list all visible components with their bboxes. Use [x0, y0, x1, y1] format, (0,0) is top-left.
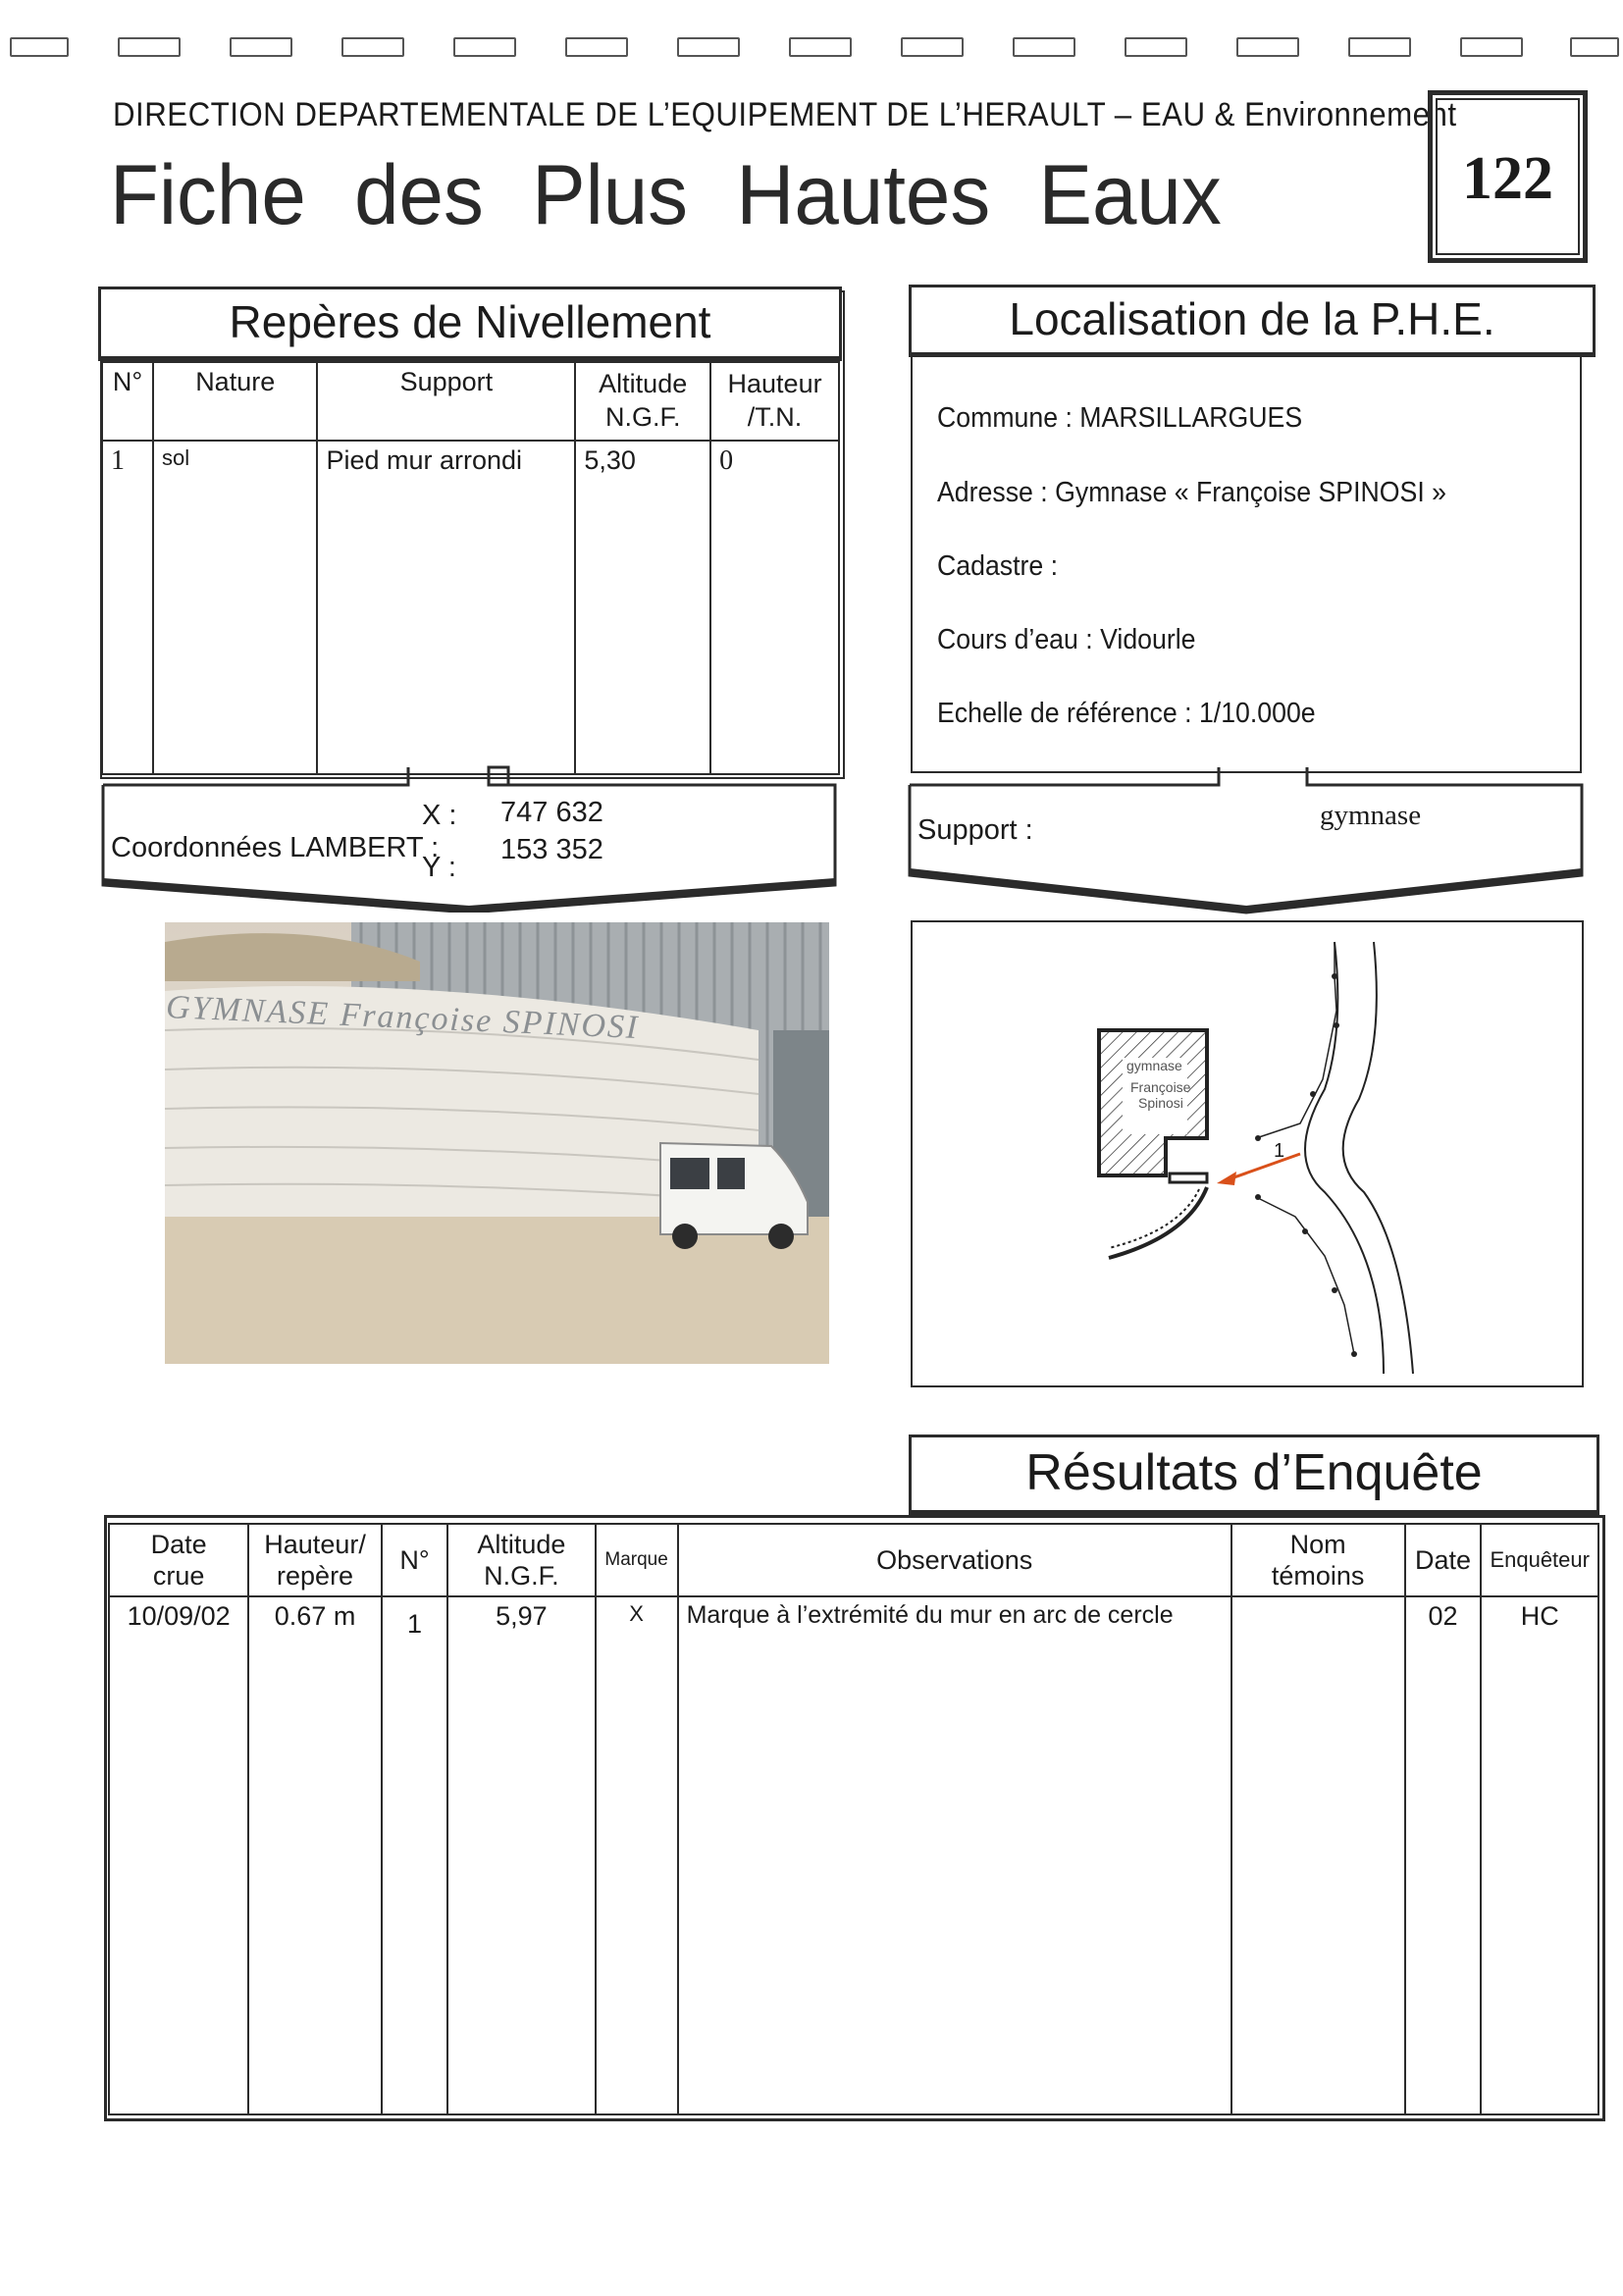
col-support: Support: [317, 362, 575, 441]
cell-altitude: 5,30: [575, 441, 710, 774]
col-enqueteur: Enquêteur: [1481, 1524, 1598, 1596]
coordonnees-label: Coordonnées LAMBERT :: [111, 832, 440, 863]
y-value: 153 352: [500, 834, 603, 865]
col-hauteur-repere-line2: repère: [277, 1561, 354, 1591]
binder-hole: [1125, 37, 1187, 57]
col-altitude-line1: Altitude: [599, 369, 688, 398]
binder-hole: [901, 37, 964, 57]
resultats-title: Résultats d’Enquête: [909, 1435, 1599, 1515]
resultats-table: [108, 1523, 1599, 2115]
cell-hauteur: 0: [710, 441, 839, 774]
department-heading: DIRECTION DEPARTEMENTALE DE L’EQUIPEMENT DE L’HERAULT – EAU & Environnement: [113, 96, 1457, 133]
col-altitude: [447, 1524, 596, 1596]
table-row: [109, 1596, 1598, 2114]
gymnase-photo: [165, 922, 829, 1364]
col-hauteur: [710, 362, 839, 441]
binder-hole: [1570, 37, 1619, 57]
reperes-title: Repères de Nivellement: [98, 287, 842, 361]
col-hauteur-line2: /T.N.: [747, 402, 803, 432]
col-altitude-line1: Altitude: [477, 1530, 566, 1559]
cadastre-line: Cadastre :: [937, 550, 1059, 582]
binder-hole: [10, 37, 69, 57]
binder-hole: [1236, 37, 1299, 57]
table-row: [102, 441, 839, 774]
location-map-drawing: [913, 922, 1582, 1385]
binder-hole: [453, 37, 516, 57]
binder-hole: [789, 37, 852, 57]
map-building-label-3: Spinosi: [1138, 1095, 1183, 1111]
x-value: 747 632: [500, 797, 603, 828]
echelle-line: Echelle de référence : 1/10.000e: [937, 698, 1316, 729]
cell-enqueteur: HC: [1481, 1596, 1598, 2114]
location-map: [911, 920, 1584, 1387]
binder-hole: [1460, 37, 1523, 57]
col-n: N°: [382, 1524, 447, 1596]
map-marker-label: 1: [1274, 1140, 1285, 1162]
map-building-label-1: gymnase: [1126, 1058, 1182, 1073]
cell-n: 1: [382, 1596, 447, 2114]
map-building-label-2: Françoise: [1130, 1079, 1191, 1095]
col-altitude: [575, 362, 710, 441]
support-value: gymnase: [1320, 800, 1422, 831]
cell-date: 02: [1405, 1596, 1482, 2114]
col-nature: Nature: [153, 362, 317, 441]
col-marque: Marque: [596, 1524, 678, 1596]
cell-marque: X: [596, 1596, 678, 2114]
col-observations: Observations: [678, 1524, 1231, 1596]
adresse-line: Adresse : Gymnase « Françoise SPINOSI »: [937, 477, 1446, 508]
col-hauteur-line1: Hauteur: [727, 369, 822, 398]
page-title: Fiche des Plus Hautes Eaux: [110, 148, 1222, 242]
sheet-number-box: [1428, 90, 1588, 263]
col-hauteur-repere-line1: Hauteur/: [264, 1530, 366, 1559]
col-date-crue: [109, 1524, 248, 1596]
x-label: X :: [422, 800, 457, 831]
cell-date-crue: 10/09/02: [109, 1596, 248, 2114]
gymnase-photo-drawing: [165, 922, 829, 1364]
y-label: Y :: [422, 852, 456, 883]
binder-hole: [565, 37, 628, 57]
col-hauteur-repere: [248, 1524, 382, 1596]
col-date-crue-line2: crue: [152, 1561, 205, 1591]
localisation-title: Localisation de la P.H.E.: [909, 285, 1596, 357]
binder-hole: [1348, 37, 1411, 57]
cell-support: Pied mur arrondi: [317, 441, 575, 774]
photo-sign-text: GYMNASE Françoise SPINOSI: [165, 989, 641, 1047]
support-label: Support :: [917, 814, 1033, 846]
binder-hole: [677, 37, 740, 57]
reperes-table: [101, 361, 840, 775]
cell-nom-temoins: [1231, 1596, 1405, 2114]
cell-altitude: 5,97: [447, 1596, 596, 2114]
col-nom-temoins-line1: Nom: [1289, 1530, 1346, 1559]
commune-line: Commune : MARSILLARGUES: [937, 402, 1303, 434]
sheet-number: 122: [1462, 145, 1553, 212]
col-n: N°: [102, 362, 153, 441]
col-nom-temoins-line2: témoins: [1271, 1561, 1365, 1591]
col-date-crue-line1: Date: [150, 1530, 207, 1559]
resultats-header-row: [109, 1524, 1598, 1596]
col-date: Date: [1405, 1524, 1482, 1596]
col-nom-temoins: [1231, 1524, 1405, 1596]
cours-eau-line: Cours d’eau : Vidourle: [937, 624, 1196, 655]
cell-observations: Marque à l’extrémité du mur en arc de cercle: [678, 1596, 1231, 2114]
reperes-header-row: [102, 362, 839, 441]
binder-hole: [118, 37, 181, 57]
col-altitude-line2: N.G.F.: [604, 402, 681, 432]
binder-hole: [1013, 37, 1075, 57]
col-altitude-line2: N.G.F.: [484, 1561, 559, 1591]
cell-n: 1: [102, 441, 153, 774]
cell-nature: sol: [153, 441, 317, 774]
binder-hole: [341, 37, 404, 57]
cell-hauteur: 0.67 m: [248, 1596, 382, 2114]
binder-hole: [230, 37, 292, 57]
